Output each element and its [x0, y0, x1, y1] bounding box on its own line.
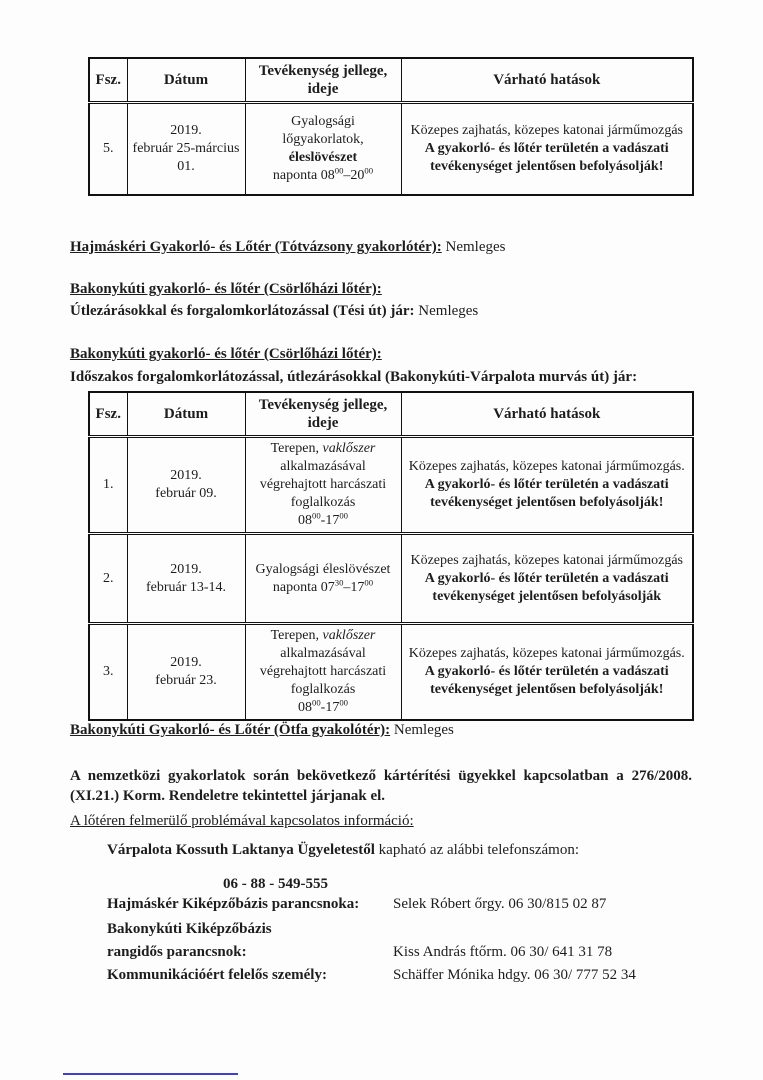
cell-activity: [245, 534, 401, 624]
activity-italic-text: vaklőszer: [322, 441, 376, 456]
cell-date: [127, 103, 245, 195]
section-bakonykuti-csorlohazi-2: Bakonykúti gyakorló- és lőtér (Csörlőházi lőtér):: [70, 346, 382, 362]
date-line: 01.: [177, 158, 195, 174]
impact-bold-text: A gyakorló- és lőtér területén a vadászati tevékenységet jelentősen befolyásolják: [424, 570, 669, 604]
col-header-varhato: Várható hatások: [401, 392, 693, 437]
contact-label: Kommunikációért felelős személy:: [107, 967, 327, 983]
col-header-fsz: Fsz.: [89, 392, 127, 437]
cell-number: 5.: [89, 103, 127, 195]
cell-number: 3.: [89, 624, 127, 721]
impact-bold-text: A gyakorló- és lőtér területén a vadászati tevékenységet jelentősen befolyásolják!: [424, 477, 669, 510]
cell-activity: [245, 624, 401, 721]
contact-intro-rest: kapható az alábbi telefonszámon:: [374, 842, 580, 858]
impact-text: Közepes zajhatás, közepes katonai járműmozgás: [410, 552, 683, 568]
impact-text: Közepes zajhatás, közepes katonai járműmozgás: [410, 122, 683, 138]
cell-activity: [245, 437, 401, 534]
contact-row: [107, 921, 707, 938]
international-exercises-paragraph: A nemzetközi gyakorlatok során bekövetkező kártérítési ügyekkel kapcsolatban a 276/2008. (XI.21.) Korm. Rendeletre tekintettel járjanak el.: [70, 768, 692, 804]
cell-impact: [401, 624, 693, 721]
contact-label: Hajmáskér Kiképzőbázis parancsnoka:: [107, 896, 360, 912]
activity-time: naponta $08^{00}-20^{00}$: [272, 165, 374, 183]
impact-bold-text: A gyakorló- és lőtér területén a vadászati tevékenységet jelentősen befolyásolják!: [424, 664, 669, 697]
phone-number: 06 - 88 - 549-555: [223, 876, 328, 892]
activity-text: Gyalogsági éleslövészet: [255, 561, 391, 577]
activity-italic-text: vaklőszer: [322, 628, 376, 643]
section-otfa-title: Bakonykúti Gyakorló- és Lőtér (Ötfa gyakolótér):: [70, 722, 391, 738]
schedule-table-1: [88, 57, 694, 196]
col-header-tevekenyseg-line1: Tevékenység jellege,: [258, 397, 388, 413]
activity-time: $08^{00}-17^{00}$: [297, 510, 348, 528]
section-idoszakos-label: Időszakos forgalomkorlátozással, útlezárásokkal (Bakonykúti-Várpalota murvás út) jár:: [70, 369, 638, 385]
contact-label: Bakonykúti Kiképzőbázis: [107, 921, 272, 937]
contact-label: rangidős parancsnok:: [107, 944, 247, 960]
schedule-table-2: [88, 391, 694, 721]
col-header-tevekenyseg-line2: ideje: [307, 415, 339, 431]
activity-text: Gyalogsági lőgyakorlatok,: [282, 113, 364, 147]
cell-date: [127, 437, 245, 534]
col-header-fsz: Fsz.: [89, 58, 127, 103]
section-hajmaskeri: [70, 239, 505, 256]
section-utlezaras: [70, 303, 478, 320]
table-row: [89, 437, 693, 534]
cell-activity: [245, 103, 401, 195]
table-row: [89, 534, 693, 624]
col-header-tevekenyseg: [245, 392, 401, 437]
contact-row: [107, 967, 707, 984]
date-line: február 09.: [155, 486, 217, 501]
activity-text: Terepen, vaklőszer alkalmazásával végrehajtott harcászati foglalkozás: [259, 628, 387, 697]
cell-number: 1.: [89, 437, 127, 534]
table1-header-row: [89, 58, 693, 103]
date-line: 2019.: [170, 122, 202, 138]
cell-impact: [401, 103, 693, 195]
impact-bold-text: A gyakorló- és lőtér területén a vadászati tevékenységet jelentősen befolyásolják!: [424, 140, 669, 174]
section-utlezaras-label: Útlezárásokkal és forgalomkorlátozással (Tési út) jár:: [70, 303, 415, 319]
col-header-tevekenyseg-line1: Tevékenység jellege,: [258, 63, 388, 79]
cell-date: [127, 624, 245, 721]
col-header-tevekenyseg-line2: ideje: [307, 81, 339, 97]
section-bakonykuti-csorlohazi-1: Bakonykúti gyakorló- és lőtér (Csörlőházi lőtér):: [70, 281, 382, 297]
contact-row: [107, 944, 707, 961]
contact-intro: [107, 842, 579, 859]
col-header-tevekenyseg: [245, 58, 401, 103]
impact-text: Közepes zajhatás, közepes katonai járműmozgás.: [408, 459, 685, 474]
contact-row: [107, 896, 707, 913]
info-heading: A lőtéren felmerülő problémával kapcsolatos információ:: [70, 813, 414, 829]
cell-impact: [401, 534, 693, 624]
activity-time: naponta $07^{30}-17^{00}$: [272, 576, 374, 595]
date-line: február 13-14.: [145, 579, 227, 595]
contact-value: Schäffer Mónika hdgy. 06 30/ 777 52 34: [393, 967, 636, 983]
contact-value: Kiss András ftőrm. 06 30/ 641 31 78: [393, 944, 613, 960]
footer-separator-line: [63, 1073, 238, 1075]
date-line: február 25-március: [132, 140, 240, 156]
section-otfa: [70, 722, 454, 739]
contact-intro-bold: Várpalota Kossuth Laktanya Ügyeletestől: [107, 842, 375, 858]
col-header-varhato: Várható hatások: [401, 58, 693, 103]
impact-text: Közepes zajhatás, közepes katonai járműmozgás.: [408, 646, 685, 661]
activity-time: $08^{00}-17^{00}$: [297, 697, 348, 715]
contact-value: Selek Róbert őrgy. 06 30/815 02 87: [393, 896, 607, 912]
cell-date: [127, 534, 245, 624]
date-line: 2019.: [170, 468, 202, 483]
activity-text: Terepen, vaklőszer alkalmazásával végrehajtott harcászati foglalkozás: [259, 441, 387, 510]
activity-bold-text: éleslövészet: [288, 149, 358, 165]
date-line: 2019.: [170, 655, 202, 670]
date-line: február 23.: [155, 673, 217, 688]
cell-impact: [401, 437, 693, 534]
table-row: [89, 624, 693, 721]
date-line: 2019.: [170, 561, 202, 577]
table2-header-row: [89, 392, 693, 437]
col-header-datum: Dátum: [127, 392, 245, 437]
table-row: [89, 103, 693, 195]
col-header-datum: Dátum: [127, 58, 245, 103]
section-utlezaras-value: Nemleges: [414, 303, 479, 319]
section-hajmaskeri-value: Nemleges: [441, 239, 506, 255]
section-hajmaskeri-title: Hajmáskéri Gyakorló- és Lőtér (Tótvázsony gyakorlótér):: [70, 239, 442, 255]
section-otfa-value: Nemleges: [390, 722, 454, 738]
cell-number: 2.: [89, 534, 127, 624]
